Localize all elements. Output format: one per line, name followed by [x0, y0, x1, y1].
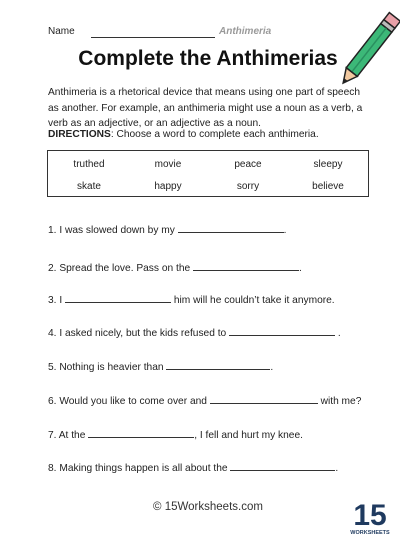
logo-number: 15 [353, 499, 387, 532]
question-7 [48, 428, 303, 441]
question-text: 6. Would you like to come over and [48, 396, 210, 407]
question-5 [48, 360, 273, 373]
question-text: 7. At the [48, 430, 89, 441]
question-text: with me? [317, 396, 362, 407]
answer-blank[interactable] [229, 326, 335, 336]
question-8 [48, 461, 338, 474]
word-bank-item: truthed [73, 159, 105, 170]
question-text: . [270, 362, 274, 373]
directions [48, 129, 378, 140]
question-1 [48, 223, 287, 236]
question-text: him will he couldn’t take it anymore. [171, 295, 335, 306]
question-3 [48, 293, 335, 306]
answer-blank[interactable] [65, 293, 171, 303]
topic-label: Anthimeria [219, 26, 272, 37]
question-text: 2. Spread the love. Pass on the [48, 263, 193, 274]
word-bank-item: happy [154, 181, 182, 192]
question-2 [48, 261, 302, 274]
question-text: . [335, 328, 341, 339]
word-bank-item: sorry [236, 181, 260, 192]
word-bank-item: peace [234, 159, 262, 170]
intro-paragraph: Anthimeria is a rhetorical device that means using one part of speech as another. For example, an anthimeria might use a noun as a verb, a verb as an adjective, or an adjective as a noun. [48, 87, 363, 129]
word-bank-item: believe [312, 181, 344, 192]
question-4 [48, 326, 341, 339]
worksheets-logo [350, 498, 390, 536]
name-line[interactable] [91, 37, 215, 38]
footer-copyright: © 15Worksheets.com [153, 501, 263, 513]
name-label: Name [48, 26, 75, 37]
question-text: 3. I [48, 295, 65, 306]
question-text: 8. Making things happen is all about the [48, 463, 231, 474]
worksheet-title: Complete the Anthimerias [78, 47, 338, 70]
word-bank-item: skate [77, 181, 101, 192]
directions-label: DIRECTIONS [48, 129, 111, 140]
question-text: . [283, 225, 287, 236]
word-bank-item: sleepy [313, 159, 343, 170]
question-text: . [335, 463, 339, 474]
answer-blank[interactable] [178, 223, 284, 233]
answer-blank[interactable] [166, 360, 270, 370]
question-text: 1. I was slowed down by my [48, 225, 178, 236]
answer-blank[interactable] [210, 394, 318, 404]
question-text: . [298, 263, 302, 274]
question-text: , I fell and hurt my knee. [194, 430, 303, 441]
question-6 [48, 394, 361, 407]
answer-blank[interactable] [88, 428, 194, 438]
directions-text: : Choose a word to complete each anthimeria. [110, 129, 319, 140]
question-text: 5. Nothing is heavier than [48, 362, 167, 373]
answer-blank[interactable] [230, 461, 335, 471]
question-text: 4. I asked nicely, but the kids refused to [48, 328, 230, 339]
word-bank-item: movie [154, 159, 182, 170]
logo-caption: WORKSHEETS [350, 530, 390, 536]
pencil-icon [338, 10, 400, 90]
answer-blank[interactable] [193, 261, 299, 271]
word-bank [47, 150, 369, 197]
